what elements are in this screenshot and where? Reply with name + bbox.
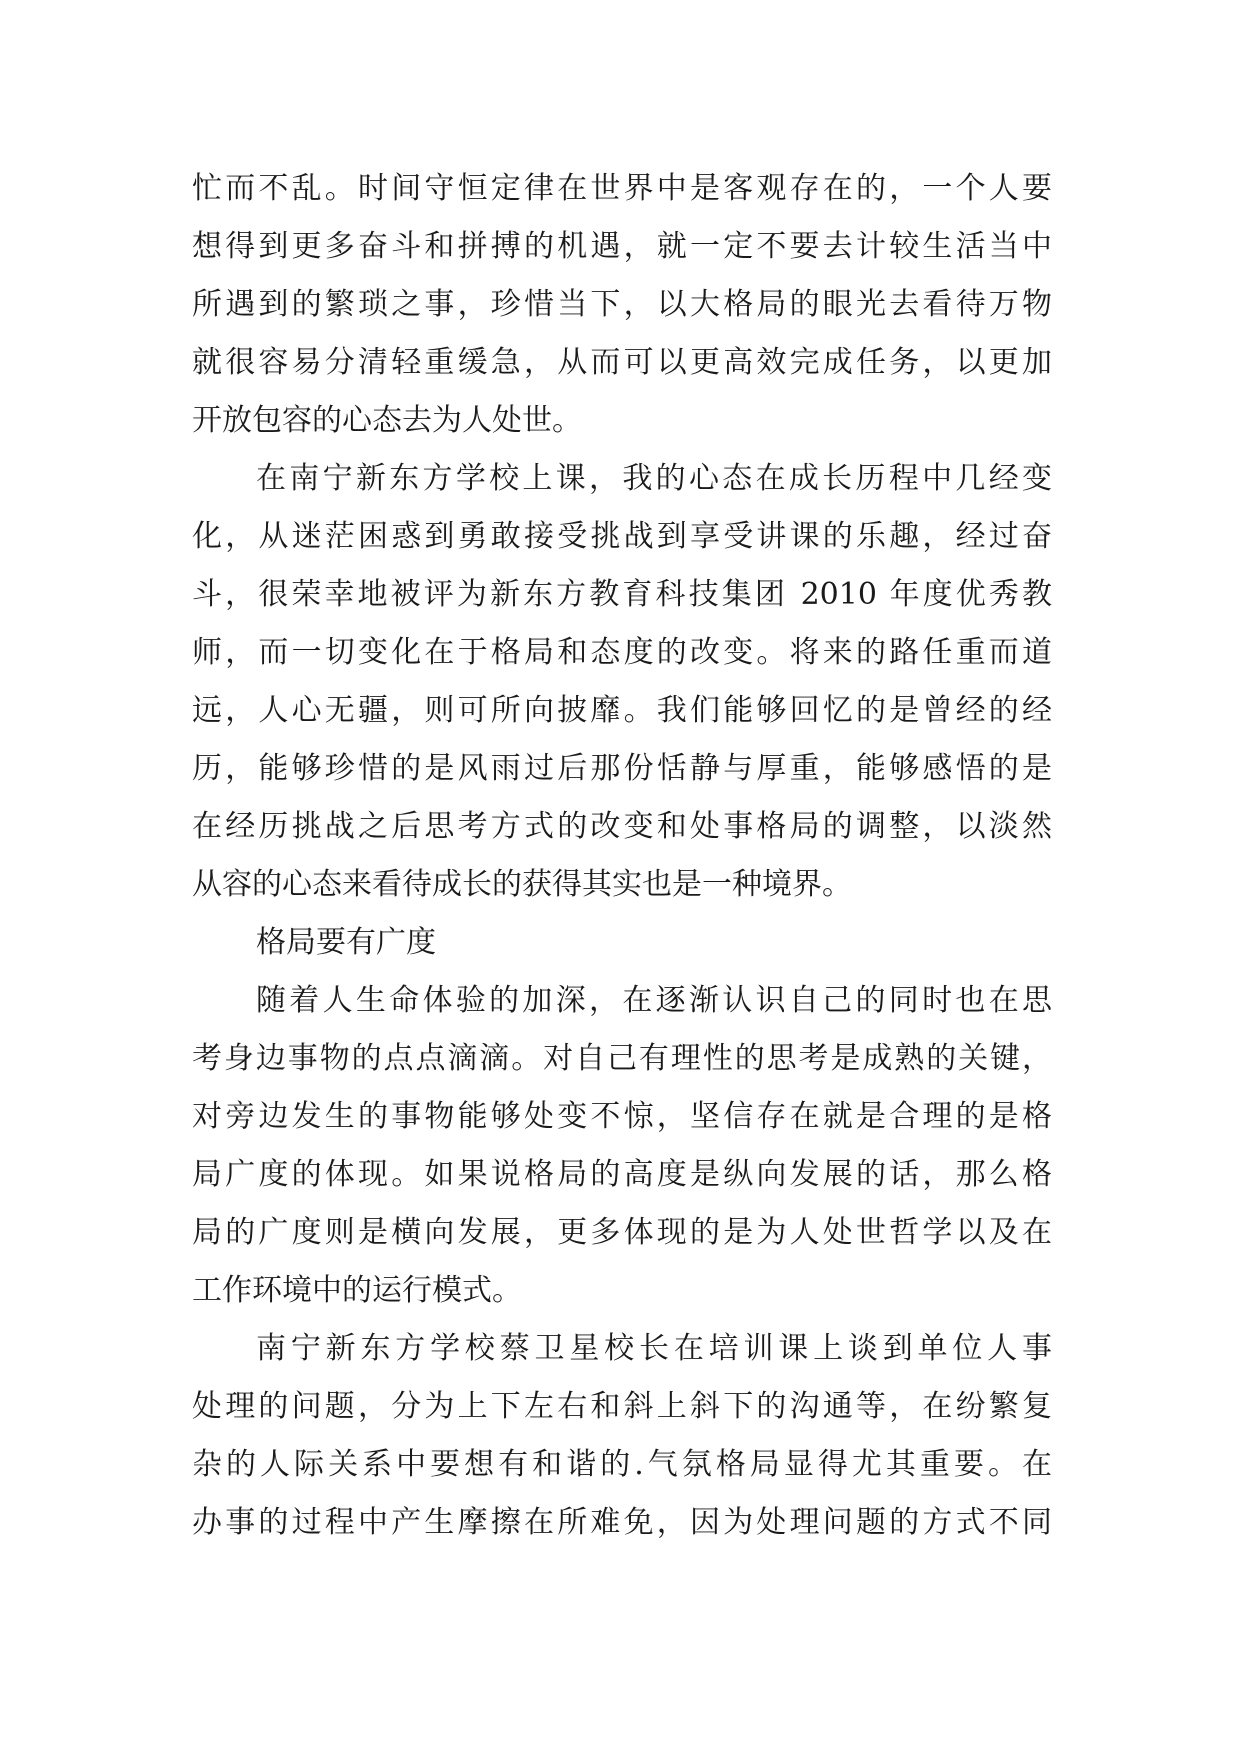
text-line: 考身边事物的点点滴滴。对自己有理性的思考是成熟的关键， (192, 1041, 1052, 1076)
text-line: 就很容易分清轻重缓急，从而可以更高效完成任务，以更加 (192, 345, 1052, 380)
text-line: 想得到更多奋斗和拼搏的机遇，就一定不要去计较生活当中 (192, 229, 1052, 264)
text-line: 忙而不乱。时间守恒定律在世界中是客观存在的，一个人要 (192, 171, 1052, 206)
text-line: 化，从迷茫困惑到勇敢接受挑战到享受讲课的乐趣，经过奋 (192, 519, 1052, 554)
text-line: 所遇到的繁琐之事，珍惜当下，以大格局的眼光去看待万物 (192, 287, 1052, 322)
text-line: 远，人心无疆，则可所向披靡。我们能够回忆的是曾经的经 (192, 693, 1052, 728)
text-line: 在经历挑战之后思考方式的改变和处事格局的调整，以淡然 (192, 809, 1052, 844)
text-line: 杂的人际关系中要想有和谐的.气氛格局显得尤其重要。在 (192, 1447, 1052, 1482)
text-line: 斗，很荣幸地被评为新东方教育科技集团 2010 年度优秀教 (192, 577, 1052, 612)
text-line: 师，而一切变化在于格局和态度的改变。将来的路任重而道 (192, 635, 1052, 670)
text-line: 对旁边发生的事物能够处变不惊，坚信存在就是合理的是格 (192, 1099, 1052, 1134)
section-heading: 格局要有广度 (256, 925, 436, 960)
text-line: 处理的问题，分为上下左右和斜上斜下的沟通等，在纷繁复 (192, 1389, 1052, 1424)
text-line: 从容的心态来看待成长的获得其实也是一种境界。 (192, 867, 852, 902)
text-line: 南宁新东方学校蔡卫星校长在培训课上谈到单位人事 (256, 1331, 1052, 1366)
text-line: 局的广度则是横向发展，更多体现的是为人处世哲学以及在 (192, 1215, 1052, 1250)
document-body (192, 160, 1052, 1552)
text-line: 在南宁新东方学校上课，我的心态在成长历程中几经变 (256, 461, 1052, 496)
text-line: 办事的过程中产生摩擦在所难免，因为处理问题的方式不同 (192, 1505, 1052, 1540)
text-line: 随着人生命体验的加深，在逐渐认识自己的同时也在思 (256, 983, 1052, 1018)
text-line: 开放包容的心态去为人处世。 (192, 403, 582, 438)
text-line: 历，能够珍惜的是风雨过后那份恬静与厚重，能够感悟的是 (192, 751, 1052, 786)
text-line: 局广度的体现。如果说格局的高度是纵向发展的话，那么格 (192, 1157, 1052, 1192)
text-line: 工作环境中的运行模式。 (192, 1273, 522, 1308)
